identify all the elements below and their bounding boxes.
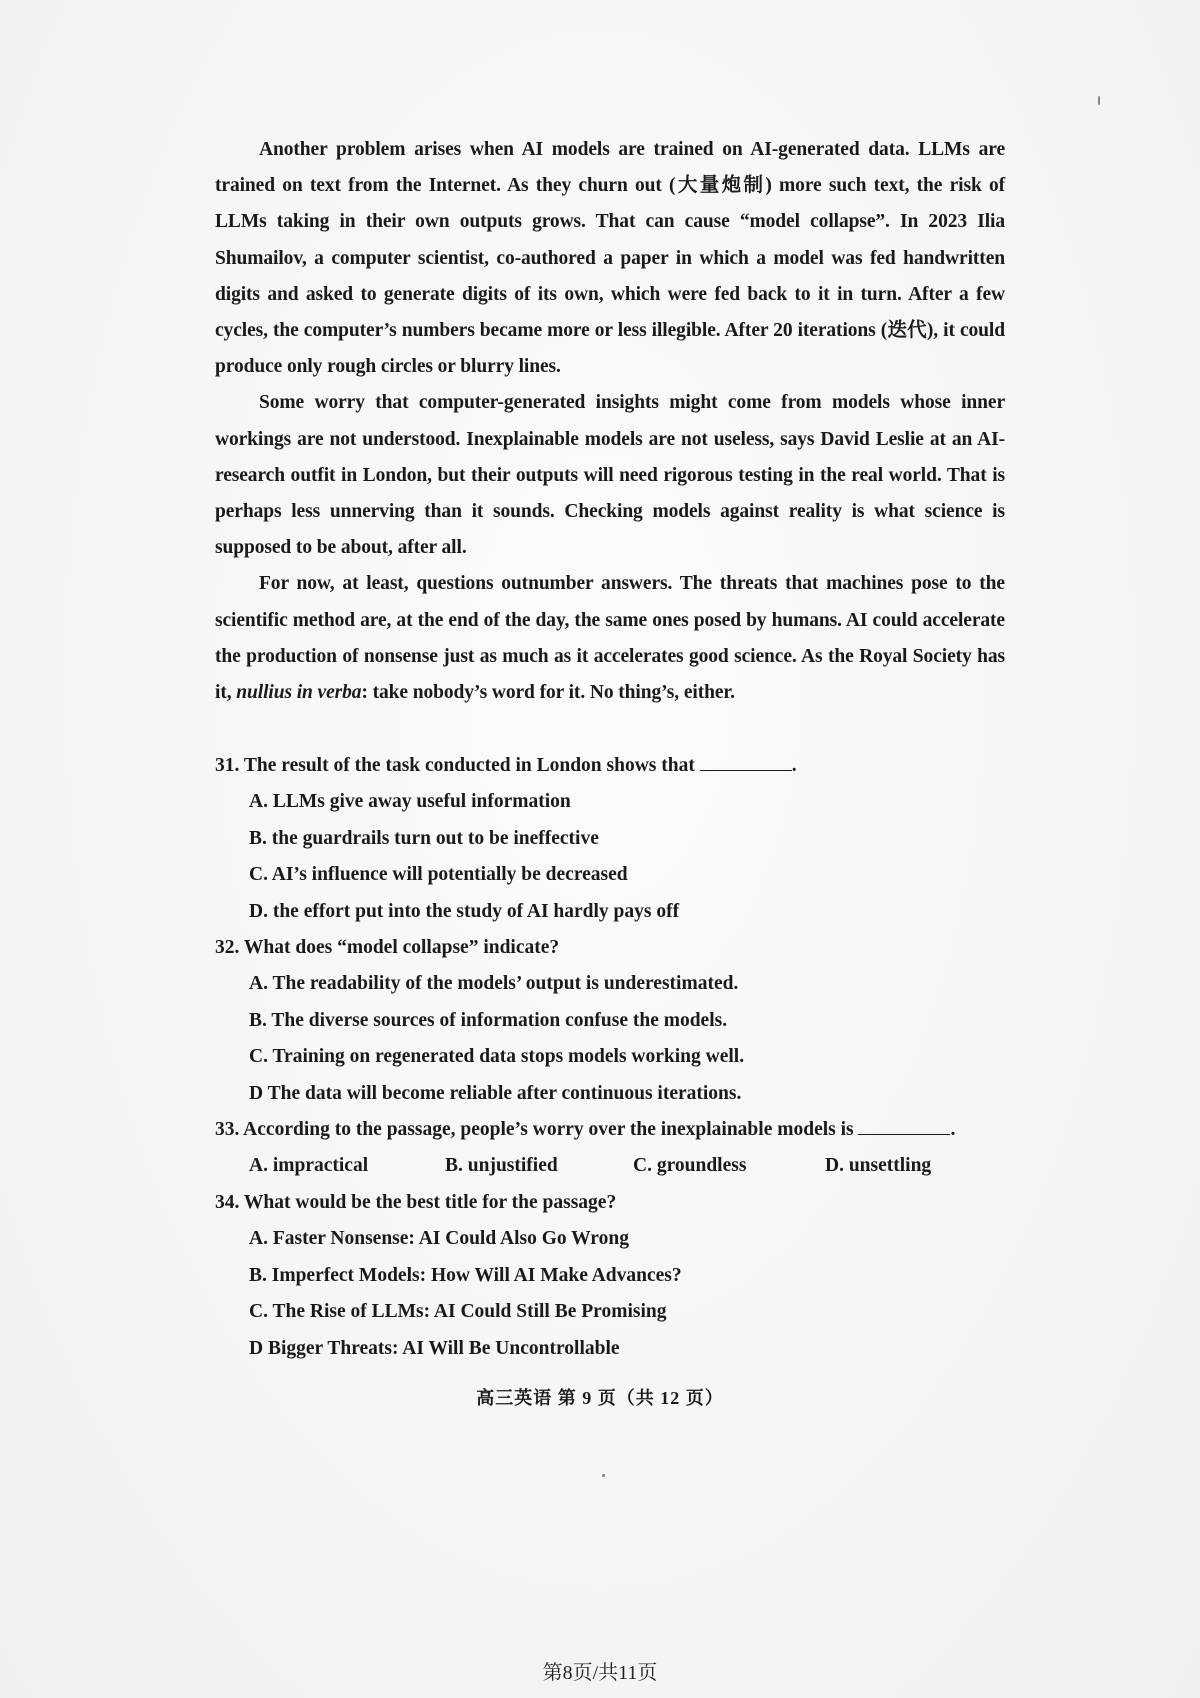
question-32-option-c: C. Training on regenerated data stops models working well.	[249, 1046, 745, 1068]
question-32-option-d: D The data will become reliable after continuous iterations.	[249, 1082, 742, 1104]
answer-blank	[700, 752, 792, 771]
question-32-option-a: A. The readability of the models’ output is underestimated.	[249, 973, 739, 995]
question-33-option-b: B. unjustified	[445, 1155, 558, 1177]
question-33-option-c: C. groundless	[633, 1155, 747, 1177]
answer-blank	[858, 1117, 950, 1136]
question-33-option-a: A. impractical	[249, 1155, 369, 1177]
question-34-option-c: C. The Rise of LLMs: AI Could Still Be Promising	[249, 1301, 667, 1323]
question-31-stem: 31. The result of the task conducted in London shows that .	[215, 748, 1005, 784]
exam-page-number: 高三英语 第 9 页（共 12 页）	[476, 1388, 724, 1408]
passage	[215, 132, 1005, 711]
paragraph-inexplainable-models: Some worry that computer-generated insights might come from models whose inner workings are not understood. Inexplainable models are not useless, says David Leslie at an AI-research outfit in London, but their outputs will need rigorous testing in the real world. That is perhaps less unnerving than it sounds. Checking models against reality is what science is supposed to be about, after all.	[215, 392, 1005, 559]
question-34-option-d: D Bigger Threats: AI Will Be Uncontrollable	[249, 1337, 620, 1359]
question-34-stem: 34. What would be the best title for the passage?	[215, 1191, 617, 1213]
question-33-option-d: D. unsettling	[825, 1155, 932, 1177]
question-34-option-a: A. Faster Nonsense: AI Could Also Go Wrong	[249, 1228, 629, 1250]
question-31-option-d: D. the effort put into the study of AI hardly pays off	[249, 900, 680, 922]
latin-motto: nullius in verba	[236, 682, 362, 704]
paragraph-model-collapse: Another problem arises when AI models are trained on AI-generated data. LLMs are trained on text from the Internet. As they churn out (大量炮制) more such text, the risk of LLMs taking in their own outputs grows. That can cause “model collapse”. In 2023 Ilia Shumailov, a computer scientist, co-authored a paper in which a model was fed handwritten digits and asked to generate digits of its own, which were fed back to it in turn. After a few cycles, the computer’s numbers became more or less illegible. After 20 iterations (迭代), it could produce only rough circles or blurry lines.	[215, 139, 1005, 378]
conclusion-text-end: : take nobody’s word for it. No thing’s, either.	[361, 682, 735, 704]
question-list	[215, 748, 1005, 1367]
question-33-stem: 33. According to the passage, people’s worry over the inexplainable models is .	[215, 1112, 1005, 1148]
question-32-stem: 32. What does “model collapse” indicate?	[215, 937, 560, 959]
question-31-option-b: B. the guardrails turn out to be ineffective	[249, 827, 599, 849]
question-33-options	[215, 1148, 1005, 1184]
question-34-option-b: B. Imperfect Models: How Will AI Make Advances?	[249, 1264, 682, 1286]
document-footer: 第8页/共11页	[542, 1662, 658, 1684]
question-32-option-b: B. The diverse sources of information confuse the models.	[249, 1009, 728, 1031]
conclusion-text: For now, at least, questions outnumber answers. The threats that machines pose to the scientific method are, at the end of the day, the same ones posed by humans. AI could accelerate the production of nonsense just as much as it accelerates good science. As the Royal Society has it,	[215, 573, 1005, 704]
question-31-option-a: A. LLMs give away useful information	[249, 791, 571, 813]
question-31-option-c: C. AI’s influence will potentially be decreased	[249, 864, 628, 886]
paragraph-conclusion	[215, 566, 1005, 711]
